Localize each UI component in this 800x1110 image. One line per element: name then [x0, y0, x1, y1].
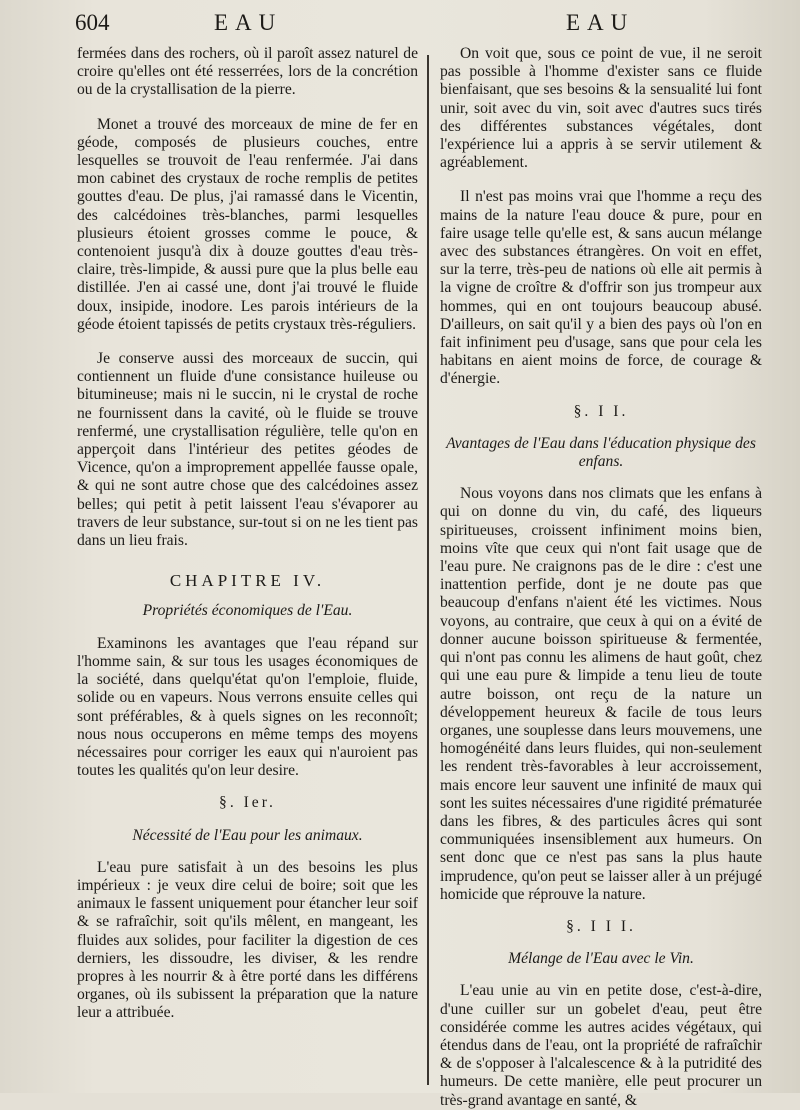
- paragraph: Il n'est pas moins vrai que l'homme a reçu des mains de la nature l'eau douce & pure, pour en faire usage telle qu'elle est, & sans aucun mélange avec des substances étrangères. On voit en effet, sur la terre, très-peu de nations où elle ait permis à la vigne de croître & d'offrir son jus trompeur aux hommes, qui en ont toujours beaucoup abusé. D'ailleurs, on sait qu'il y a bien des pays où l'on en fait infiniment peu d'usage, sans que pour cela les habitans en aient moins de force, de courage & d'énergie.: [440, 188, 762, 388]
- section-title: Avantages de l'Eau dans l'éducation physique des enfans.: [446, 434, 756, 471]
- paragraph: Monet a trouvé des morceaux de mine de fer en géode, composés de plusieurs couches, entre lesquelles se trouvoit de l'eau renfermée. J'ai dans mon cabinet des crystaux de roche remplis de petites gouttes d'eau. De plus, j'ai ramassé dans le Vicentin, des calcédoines très-blanches, parmi lesquelles plusieurs étoient grosses comme le pouce, & contenoient jusqu'à dix à douze gouttes d'eau très-claire, très-limpide, & aussi pure que la plus belle eau distillée. J'en ai cassé une, dont j'ai trouvé le fluide doux, insipide, inodore. Les parois intérieurs de la géode étoient tapissés de petits crystaux très-réguliers.: [77, 115, 418, 333]
- column-divider: [427, 55, 429, 1085]
- running-header: [0, 10, 800, 44]
- section-heading: §. I I.: [573, 402, 629, 420]
- running-title-right: EAU: [566, 10, 635, 35]
- paragraph: Examinons les avantages que l'eau répand sur l'homme sain, & sur tous les usages économiques de la société, dans quelqu'état qu'on l'emploie, fluide, solide ou en vapeurs. Nous verrons ensuite celles qui sont préférables, & à quels signes on les reconnoît; nous nous occuperons en même temps des moyens nécessaires pour corriger les eaux qui n'auroient pas toutes les qualités qu'on leur desire.: [77, 634, 418, 780]
- paragraph: Je conserve aussi des morceaux de succin, qui contiennent un fluide d'une consistance huileuse ou bitumineuse; mais ni le succin, ni le crystal de roche ne fournissent dans la cavité, où le fluide se trouve renfermé, une crystallisation régulière, telle qu'on en apperçoit dans l'intérieur des petites géodes de Vicence, qu'on a improprement appellée fausse opale, & qui ne sont autre chose que des calcédoines assez belles; qui petit à petit laissent l'eau s'évaporer au travers de leur substance, sur-tout si on ne les tient pas dans un lieu frais.: [77, 350, 418, 550]
- chapter-heading: CHAPITRE IV.: [169, 571, 326, 591]
- section-title: Nécessité de l'Eau pour les animaux.: [132, 826, 363, 844]
- right-column: [440, 45, 762, 1110]
- paragraph: L'eau pure satisfait à un des besoins les plus impérieux : je veux dire celui de boire; soit que les animaux le fassent uniquement pour étancher leur soif & se rafraîchir, soit qu'ils mêlent, en mangeant, les fluides aux solides, pour faciliter la digestion de ces derniers, les dissoudre, les diviser, & les rendre propres à les nourrir & à être porté dans les différens organes, où ils subissent la préparation que la nature leur a attribuée.: [77, 858, 418, 1022]
- section-title: Mélange de l'Eau avec le Vin.: [508, 950, 694, 968]
- paragraph: On voit que, sous ce point de vue, il ne seroit pas possible à l'homme d'exister sans ce fluide bienfaisant, que ses besoins & la sensualité lui font unir, soit avec du vin, soit avec d'autres sucs tirés des différentes substances végétales, dont l'expérience lui a appris à se servir utilement & agréablement.: [440, 45, 762, 172]
- section-heading: §. I I I.: [566, 917, 636, 935]
- page-number: 604: [75, 10, 110, 35]
- left-column: [77, 45, 418, 1023]
- paragraph: Nous voyons dans nos climats que les enfans à qui on donne du vin, du café, des liqueurs spiritueuses, croissent infiniment moins bien, moins vîte que ceux qui n'ont fait usage que de l'eau pure. Ne craignons pas de le dire : c'est une inattention perfide, dont je ne doute pas que beaucoup d'enfans n'aient été les victimes. Nous voyons, au contraire, que ceux à qui on a évité de donner aucune boisson spiritueuse & fermentée, qui n'ont pas connu les alimens de haut goût, chez qui une eau pure & limpide a tenu lieu de toute autre boisson, ont reçu de la nature un développement heureux & facile de tous leurs organes, une souplesse dans leurs mouvemens, une homogénéité dans leurs fluides, qui non-seulement les rendent très-favorables à leur accroissement, mais encore leur sauvent une infinité de maux qui sont les suites nécessaires d'une rigidité prématurée dans les fibres, & des particules âcres qui sont communiquées insensiblement aux humeurs. On sent donc que ce n'est pas sans la plus haute imprudence, qu'on peut se laisser aller à un préjugé homicide que réprouve la nature.: [440, 485, 762, 903]
- section-heading: §. Ier.: [219, 794, 276, 812]
- running-title-left: EAU: [214, 10, 283, 35]
- chapter-subtitle: Propriétés économiques de l'Eau.: [142, 602, 353, 620]
- paragraph: L'eau unie au vin en petite dose, c'est-à-dire, d'une cuiller sur un gobelet d'eau, peut être considérée comme les autres acides végétaux, qui étendus dans de l'eau, ont la propriété de rafraîchir & de s'opposer à l'alcalescence & à la putridité des humeurs. De cette manière, elle peut procurer un très-grand avantage en santé, &: [440, 982, 762, 1109]
- paragraph: fermées dans des rochers, où il paroît assez naturel de croire qu'elles ont été resserrées, lors de la concrétion ou de la crystallisation de la pierre.: [77, 45, 418, 99]
